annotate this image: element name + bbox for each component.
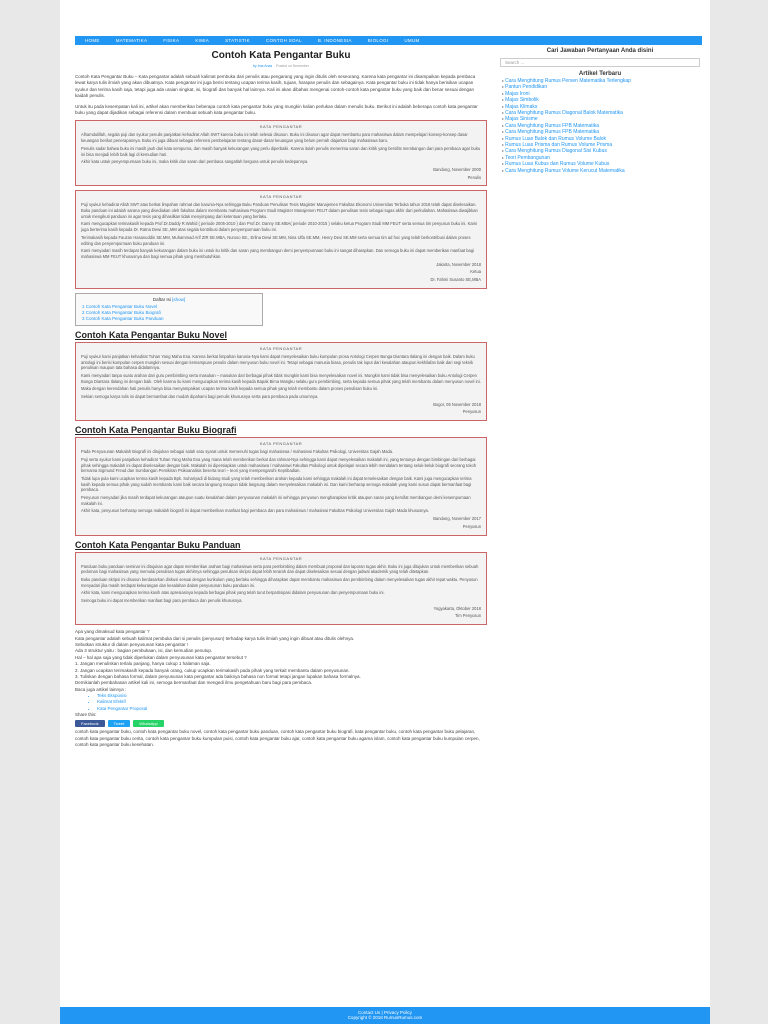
box-paragraph: Puji serta syukur kami panjatkan kehadirat Tuhan Yang Maha Esa yang mana telah memberikan berkat dan rahmat-Nya sehingga kami dapat menyelesaikan makalah ini, yang tentunya dengan bimbingan dari berbagai pihak sehingga makalah ini dapat diselesaikan dengan baik. Makalah ini dipersiapkan untuk mahasiswa / mahasiswi Fakultas Psikologi untuk dipelajari secara lebih mendalam tentang seluk-beluk biografi seorang tokoh bernama Sigmund Freud dan Sumbangan Pemikiran Psikoanalisis beserta teori – teori yang mempengaruhi Kepribadian. bbox=[81, 456, 477, 474]
nav-item-kimia[interactable]: KIMIA bbox=[195, 38, 210, 43]
toc-item[interactable]: 2 Contoh Kata Pengantar Buku Biografi bbox=[82, 309, 161, 315]
nav-item-b-indonesia[interactable]: B. INDONESIA bbox=[317, 38, 352, 43]
intro-paragraph: Contoh Kata Pengantar Buku – Kata pengantar adalah sebuah kalimat pembuka dari penulis atau pengarang yang ingin ditulis oleh seseorang. Karena kata pengantar ini disampaikan kepada pembaca lewat karya tulis ilmiah yang akan dibuatnya. Kata pengantar ini juga berisi tentang ucapan terima kasih, tujuan, harapan penulis dan sebagainya. Kata pengantar buku ini tidak hanya berisikan ucapan syukur dan terima kasih saja, tetapi juga ada uraian singkat, isi, biografi dan banyak hal lainnya. Kali ini akan dibahas mengenai contoh-contoh kata pengantar buku yang baik dan benar sesuai dengan kaidah penulis. bbox=[75, 74, 476, 99]
toc-title: Daftar Isi bbox=[152, 296, 171, 302]
recent-posts-title: Artikel Terbaru bbox=[578, 71, 622, 77]
box-paragraph: Puji syukur kami panjatkan kehadirat Tuhan Yang Maha Esa. Karena berkat limpahan karunia-Nya kami dapat menyelesaikan buku kumpulan prosa Antologi Cerpen Bunga Diantara Ilalang ini dengan baik. Dalam buku antologi ini berisi kumpulan cerpen mungkin sesuai dengan kemampuan penulis dalam menyusun buku novel ini. Tetapi sebagai manusia biasa, penulis tak luput dari kesalahan ataupun kekhilafan baik dari segi teknik penulisan maupun tata bahasa didalamnya. bbox=[81, 353, 475, 371]
box-paragraph: Tidak lupa pula kami ucapkan terima kasih kepada Bpk. Suhariyadi di bidang studi yang telah memberikan arahan kepada kami sehingga makalah ini dapat terselesaikan dengan baik. Kami juga mengucapkan terima kasih kepada semua pihak yang sudah membantu kami baik secara langsung maupun tidak langsung dalam menyelesaikan makalah ini. Dan kami berharap semoga makalah yang kami susun dapat bermanfaat bagi pembaca. bbox=[81, 475, 472, 493]
box-paragraph: Buku panduan skripsi ini disusun berdasarkan diskusi sesuai dengan kurikulum yang berlaku sehingga diharapkan dapat membantu mahasiswa dan pembimbing dalam menyelesaikan tugas akhir tepat waktu. Penyusun menyadari jika masih terdapat kekurangan dan kesalahan dalam penyusunan buku panduan ini. bbox=[81, 576, 478, 588]
recent-post-link[interactable]: ▸ Rumus Luas Kubus dan Rumus Volume Kubus bbox=[500, 161, 700, 167]
faq-line: 1. Jangan menuliskan terlalu panjang, hanya cukup 1 halaman saja. bbox=[75, 661, 211, 667]
tweet-share-button[interactable]: Tweet bbox=[108, 720, 131, 727]
box-paragraph: Kami menyadari tanpa suatu arahan dari guru pembimbing serta masukan – masukan dari berbagai pihak tidak mungkin kami bisa menyelesaikan novel ini. Mungkin kami tidak bisa menyelesaikan buku Antologi Cerpen Bunga Diantara Ilalang ini dengan baik. Oleh karena itu kami mengucapkan terima kasih kepada Bapak Bima Mangku selaku guru pembimbing, serta kepada semua pihak yang telah membantu dalam menyusun novel ini. bbox=[81, 372, 481, 384]
footer bbox=[60, 1007, 710, 1024]
example-box-panduan bbox=[75, 552, 487, 626]
article-title: Contoh Kata Pengantar Buku bbox=[211, 50, 351, 61]
box-paragraph: Akhir kata, kami mengucapkan terima kasih atas apresiasinya kepada berbagai pihak yang telah turut berpartisipasi didalam penyusunan dan penyempurnaan buku ini. bbox=[81, 590, 385, 596]
box-place-date: Bogor, 05 November 2018 bbox=[433, 401, 481, 407]
article-tags[interactable]: contoh kata pengantar buku, contoh kata pengantar buku novel, contoh kata pengantar buku panduan, contoh kata pengantar buku biografi, kata pengantar buku, contoh kata pengantar buku pelajaran, contoh kata pengantar buku cerita, contoh kata pengantar buku kumpulan puisi, contoh kata pengantar buku ajar, contoh kata pengantar buku agama islam, contoh kata pengantar buku kumpulan cerpen, contoh kata pengantar buku kesehatan. bbox=[75, 729, 480, 748]
recent-post-link[interactable]: ▸ Cara Menghitung Rumus FPB Matematika bbox=[500, 123, 700, 129]
footer-copyright: Copyright © 2018 RumusRumus.com bbox=[347, 1015, 423, 1020]
box-paragraph: Terimakasih kepada Fauzan Hasanuddin SE.MM, Muhammad Arif ZIR SE.MBA, Nuroso SE., Erlina Dewi SE.MM, Nina Ulfa SE.MM, Henry Desi SE.MM serta semua tim ad hoc yang telah berkontribusi dalam proses editing dan penyempurnaan buku panduan ini. bbox=[81, 234, 471, 246]
box-paragraph: Akhir kata, penyusun berharap semoga makalah biografi ini dapat memberikan manfaat bagi pembaca dan para mahasiswa / mahasiswi Fakultas Psikologi Universitas Gajah Mada khususnya. bbox=[81, 508, 429, 514]
section-heading-novel: Contoh Kata Pengantar Buku Novel bbox=[75, 329, 228, 340]
faq-line: Demikianlah pembahasan artikel kali ini, semoga bermanfaat dan mengedi ilmu pengetahuan baru bagi para pembaca. bbox=[75, 680, 313, 686]
box-place-date: Jakarta, November 2018 bbox=[436, 261, 481, 267]
faq-line: 3. Tuliskan dengan bahasa formal, dalam penyusunan kata pengantar ada baiknya bahasa non formal tetapi jangan lupakan bahasa formalnya. bbox=[75, 674, 361, 680]
box-place-date: Bandung, November 2017 bbox=[433, 516, 481, 522]
recent-post-link[interactable]: ▸ Majas Klimaks bbox=[500, 104, 700, 110]
table-of-contents bbox=[75, 293, 263, 326]
main-content bbox=[75, 48, 487, 748]
example-box-novel bbox=[75, 342, 487, 421]
example-box-biografi bbox=[75, 437, 487, 535]
recent-post-link[interactable]: ▸ Rumus Luas Prisma dan Rumus Volume Prisma bbox=[500, 142, 700, 148]
nav-item-fisika[interactable]: FISIKA bbox=[163, 38, 180, 43]
box-signer: Dr. Fahmi Susanto SE,MBA bbox=[430, 277, 481, 283]
box-paragraph: Penulis sadar bahwa buku ini masih jauh dari kata sempurna, dan masih banyak kekurangan yang perlu diperbaiki. Karena itulah penulis menerima saran dan kritik yang bersifat membangun dari para pembaca agar buku ini bisa menjadi lebih baik lagi di kemudian hari. bbox=[81, 145, 481, 157]
box-signer: Tim Penyusun bbox=[454, 613, 481, 619]
box-signer: Penyusun bbox=[462, 523, 481, 529]
recent-post-link[interactable]: ▸ Rumus Luas Balok dan Rumus Volume Balok bbox=[500, 136, 700, 142]
box-signer: Penulis bbox=[467, 174, 481, 180]
recent-post-link[interactable]: ▸ Cara Menghitung Rumus Volume Kerucut Matematika bbox=[500, 168, 700, 174]
nav-item-matematika[interactable]: MATEMATIKA bbox=[115, 38, 148, 43]
related-link[interactable]: • Kata Pengantar Proposal bbox=[97, 706, 487, 712]
related-link[interactable]: • Kalimat Efektif bbox=[97, 699, 487, 705]
sidebar bbox=[500, 48, 700, 174]
box-place-date: Bandung, November 2000 bbox=[433, 166, 481, 172]
recent-posts-list bbox=[500, 78, 700, 174]
box-paragraph: Alhamdulillah, segala puji dan syukur penulis panjatkan kehadirat Allah SWT karena buku ini telah selesai disusun. Buku ini disusun agar dapat membantu para mahasiswa dalam mempelajari konsep-konsep dasar keuangan berikut penerapannya. Buku ini juga dibuat sebagai referensi pembelajaran tentang dasar-dasar keuangan yang belum pernah diajarkan bagi mahasiswa baru. bbox=[81, 132, 468, 144]
faq-line: 2. Jangan ucapkan terimakasih kepada banyak orang, cukup ucapkan terimakasih pada pihak yang terkait membantu dalam penyusunan. bbox=[75, 667, 350, 673]
related-articles bbox=[75, 693, 487, 712]
box-paragraph: Akhir kata untuk penyempurnaan buku ini, maka kritik dan saran dari pembaca sangatlah berguna untuk penulis kedepannya. bbox=[81, 159, 309, 165]
nav-item-home[interactable]: HOME bbox=[85, 38, 100, 43]
top-nav bbox=[75, 36, 702, 45]
section-heading-biografi: Contoh Kata Pengantar Buku Biografi bbox=[75, 425, 237, 436]
whatsapp-share-button[interactable]: WhatsApp bbox=[133, 720, 163, 727]
search-input[interactable]: Search ... bbox=[500, 58, 700, 67]
box-place-date: Yogyakarta, Oktober 2018 bbox=[433, 605, 481, 611]
posted-date: Posted on November bbox=[276, 64, 310, 68]
faq-line: Hal – hal apa saja yang tidak diperlukan dalam penyusunan kata pengantar tersebut ? bbox=[75, 654, 247, 660]
search-widget-title: Cari Jawaban Pertanyaan Anda disini bbox=[546, 48, 654, 54]
box-paragraph: Kami mengucapkan terimakasih kepada Prof.Dr.Daddy R.Wahid ( periode 2005-2010 ) dan Prof.Dr. Danny SE.MBA( periode 2010-2015 ) selaku ketua Program Studi MM FEUT serta semua tim penyusun buku ini. Kami juga berterima kasih kepada Dr. Ratna Dewi SE.,MM atas segala kontribusi dalam penyempurnaan buku ini. bbox=[81, 221, 477, 233]
faq-line: Sebutkan struktur di dalam penyusunan kata pengantar ! bbox=[75, 642, 189, 647]
toc-item[interactable]: 1 Contoh Kata Pengantar Buku Novel bbox=[82, 303, 158, 309]
example-box-1 bbox=[75, 120, 487, 186]
example-box-2 bbox=[75, 190, 487, 288]
intro-paragraph-2: Untuk itu pada kesempatan kali ini, artikel akan memberikan beberapa contoh kata pengantar buku yang mungkin kalian perlukan dalam menulis buku. Berikut ini adalah beberapa contoh kata pengantar buku yang dapat dijadikan sebagai referensi dalam membuat sebuah kata pengantar buku. bbox=[75, 103, 478, 116]
faq-section bbox=[75, 629, 487, 748]
section-heading-panduan: Contoh Kata Pengantar Buku Panduan bbox=[75, 539, 241, 550]
share-label: Share this: bbox=[75, 711, 97, 717]
recent-post-link[interactable]: ▸ Pantun Pendidikan bbox=[500, 84, 700, 90]
toc-heading bbox=[82, 297, 256, 302]
box-heading: KATA PENGANTAR bbox=[259, 124, 303, 130]
recent-post-link[interactable]: ▸ Majas Simbolik bbox=[500, 97, 700, 103]
box-paragraph: Pada Penyusunan Makalah Biografi ini ditujukan sebagai salah satu syarat untuk memenuhi tugas bagi mahasiswa / mahasiswi Fakultas Psikologi, Universitas Gajah Mada. bbox=[81, 449, 394, 455]
recent-post-link[interactable]: ▸ Teori Pembangunan bbox=[500, 155, 700, 161]
faq-line: Kata pengantar adalah sebuah kalimat pembuka dari si penulis (penyusun) terhadap karya tulis ilmiah yang ingin dibuat atau ditulis olehnya. bbox=[75, 635, 355, 641]
box-paragraph: Maka dengan kerendahan hati penulis hanya bisa menyampaikan ucapan terima kasih kepada semua pihak yang telah membantu dalam proses penulisan buku ini. bbox=[81, 386, 379, 392]
faq-line: Apa yang dimaksud kata pengantar ? bbox=[75, 629, 150, 635]
box-heading: KATA PENGANTAR bbox=[259, 345, 303, 351]
box-heading: KATA PENGANTAR bbox=[259, 555, 303, 561]
related-link[interactable]: • Teks Eksposisi bbox=[97, 693, 487, 699]
box-heading: KATA PENGANTAR bbox=[259, 441, 303, 447]
nav-item-statistik[interactable]: STATISTIK bbox=[225, 38, 250, 43]
footer-links[interactable]: Contact Us | Privacy Policy bbox=[358, 1010, 412, 1015]
toc-toggle[interactable]: [show] bbox=[172, 296, 186, 302]
recent-post-link[interactable]: ▸ Cara Menghitung Rumus Persen Matematika Terlengkap bbox=[500, 78, 700, 84]
box-paragraph: Puji syukur kehadirat Allah SWT atas berkat limpahan rahmat dan karunia-Nya sehingga Buku Panduan Penulisan Tesis Magister Manajemen Fakultas Ekonomi Universitas Terbuka tahun 2018 telah dapat diselesaikan. Buku panduan ini adalah sarana yang disediakan oleh fakultas dalam membantu mahasiswa Program Studi Magister Manajemen FEUT dalam penulisan tesis sebagai tugas akhir dari perkuliahan. Mahasiswa diwajibkan untuk mengikuti panduan ini agar tesis yang dihasilkan tidak menyimpang dari ketentuan yang berlaku. bbox=[81, 202, 478, 219]
article-meta bbox=[75, 64, 487, 68]
box-paragraph: Penyusun menyadari jika masih terdapat kekurangan ataupun suatu kesalahan dalam penyusunan makalah ini sehingga penyusun mengharapkan kritik ataupun saran yang bersifat membangun demi kesempurnaan makalah ini. bbox=[81, 495, 471, 506]
nav-item-biologi[interactable]: BIOLOGI bbox=[367, 38, 389, 43]
box-paragraph: Sekian semoga karya tulis ini dapat bermanfaat dan mudah dipahami bagi penulis khususnya serta para pembaca pada umumnya. bbox=[81, 394, 319, 400]
recent-post-link[interactable]: ▸ Cara Menghitung Rumus FPB Matematika bbox=[500, 129, 700, 135]
faq-line: Baca juga artikel lainnya : bbox=[75, 686, 127, 692]
box-paragraph: Panduan buku panduan seminar ini ditujukan agar dapat memberikan arahan bagi mahasiswa serta para pembimbing dalam membuat proposal dan laporan tugas akhir. Buku ini juga ditujukan untuk memberikan sebuah pedoman bagi mahasiswa yang memulai penulisan tugas akhirnya sehingga penulisan skripsi dapat lebih terarah dan dapat diselesaikan sesuai dengan jadwal akademik yang telah ditetapkan. bbox=[81, 563, 479, 575]
box-signer: Penyusun bbox=[462, 409, 481, 415]
author-link[interactable]: by Ima Anas bbox=[252, 64, 273, 68]
page bbox=[60, 0, 710, 1024]
faq-line: Ada 3 struktur yaitu : bagian pembukaan, isi, dan kemudian penutup. bbox=[75, 648, 213, 654]
facebook-share-button[interactable]: Facebook bbox=[75, 720, 105, 727]
recent-post-link[interactable]: ▸ Majas Sinisme bbox=[500, 116, 700, 122]
nav-item-umum[interactable]: UMUM bbox=[404, 38, 420, 43]
recent-post-link[interactable]: ▸ Majas Ironi bbox=[500, 91, 700, 97]
box-signer-title: Ketua bbox=[470, 269, 481, 275]
box-paragraph: Kami menyadari masih terdapat banyak kekurangan dalam buku ini untuk itu kritik dan saran yang membangun demi penyempurnaan buku ini sangat diharapkan. Dan semoga buku ini dapat memberikan manfaat bagi mahasiswa MM FEUT khususnya dan bagi semua pihak yang membutuhkan. bbox=[81, 248, 475, 259]
toc-item[interactable]: 3 Contoh Kata Pengantar Buku Panduan bbox=[82, 315, 164, 321]
nav-item-contoh-soal[interactable]: CONTOH SOAL bbox=[265, 38, 302, 43]
box-heading: KATA PENGANTAR bbox=[259, 194, 303, 200]
box-paragraph: Semoga buku ini dapat memberikan manfaat bagi para pembaca dan penulis khususnya. bbox=[81, 598, 243, 604]
share-buttons bbox=[75, 720, 487, 727]
recent-post-link[interactable]: ▸ Cara Menghitung Rumus Diagonal Sisi Kubus bbox=[500, 148, 700, 154]
recent-post-link[interactable]: ▸ Cara Menghitung Rumus Diagonal Balok Matematika bbox=[500, 110, 700, 116]
